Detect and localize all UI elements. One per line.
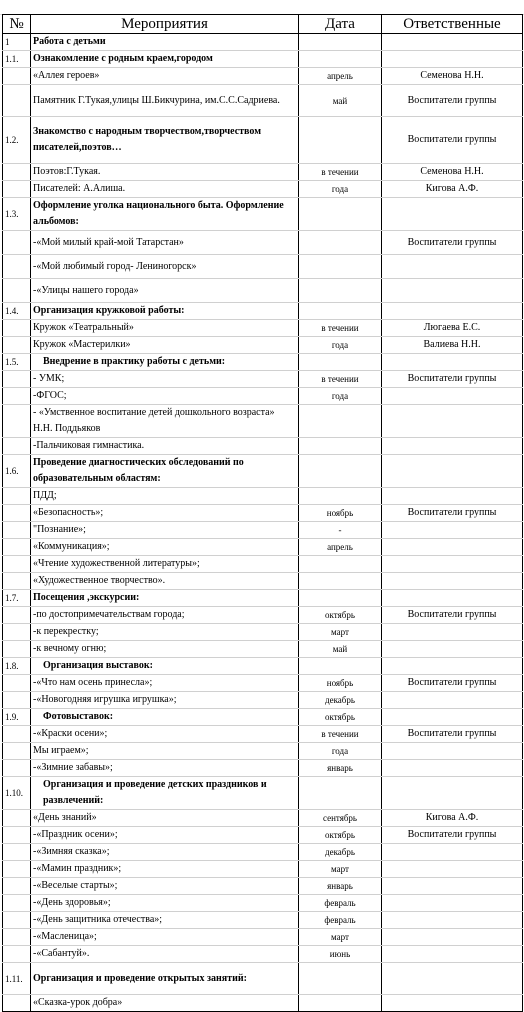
table-row [3, 164, 523, 181]
cell-date[interactable]: октябрь [299, 827, 382, 844]
cell-event[interactable]: -«День здоровья»; [31, 895, 299, 912]
cell-event[interactable]: Организация и проведение детских праздников и развлечений: [31, 777, 299, 810]
table-row [3, 51, 523, 68]
cell-event[interactable]: -«Мой милый край-мой Татарстан» [31, 231, 299, 255]
cell-responsible[interactable] [382, 963, 523, 995]
cell-num[interactable] [3, 320, 31, 337]
cell-num[interactable] [3, 488, 31, 505]
table-row [3, 995, 523, 1012]
table-body [3, 34, 523, 1012]
cell-responsible[interactable] [382, 488, 523, 505]
table-row [3, 438, 523, 455]
cell-date[interactable]: года [299, 181, 382, 198]
cell-responsible[interactable] [382, 539, 523, 556]
table-row [3, 117, 523, 164]
table-row [3, 455, 523, 488]
cell-num[interactable] [3, 675, 31, 692]
header-num: № [3, 15, 31, 34]
cell-date[interactable] [299, 34, 382, 51]
cell-date[interactable]: январь [299, 760, 382, 777]
table-row [3, 777, 523, 810]
cell-date[interactable]: в течении [299, 320, 382, 337]
cell-event[interactable]: Писателей: А.Алиша. [31, 181, 299, 198]
table-header-row [3, 15, 523, 34]
cell-num[interactable] [3, 912, 31, 929]
table-row [3, 505, 523, 522]
cell-event[interactable]: -«Улицы нашего города» [31, 279, 299, 303]
cell-num[interactable]: 1.2. [3, 117, 31, 164]
cell-date[interactable] [299, 405, 382, 438]
table-row [3, 198, 523, 231]
cell-date[interactable] [299, 995, 382, 1012]
table-row [3, 963, 523, 995]
cell-responsible[interactable] [382, 658, 523, 675]
cell-num[interactable] [3, 607, 31, 624]
cell-date[interactable]: февраль [299, 895, 382, 912]
table-row [3, 607, 523, 624]
cell-event[interactable]: -«Краски осени»; [31, 726, 299, 743]
table-row [3, 85, 523, 117]
cell-event[interactable]: Организация и проведение открытых занятий: [31, 963, 299, 995]
cell-responsible[interactable]: Кигова А.Ф. [382, 810, 523, 827]
cell-num[interactable] [3, 337, 31, 354]
cell-num[interactable]: 1.1. [3, 51, 31, 68]
cell-responsible[interactable]: Воспитатели группы [382, 827, 523, 844]
table-row [3, 760, 523, 777]
sheet-top-row [0, 0, 524, 15]
cell-date[interactable] [299, 455, 382, 488]
cell-responsible[interactable]: Воспитатели группы [382, 117, 523, 164]
cell-date[interactable]: март [299, 624, 382, 641]
table-row [3, 181, 523, 198]
cell-responsible[interactable] [382, 777, 523, 810]
cell-event[interactable]: -«Масленица»; [31, 929, 299, 946]
cell-date[interactable]: март [299, 929, 382, 946]
cell-num[interactable]: 1.7. [3, 590, 31, 607]
cell-responsible[interactable] [382, 861, 523, 878]
cell-num[interactable]: 1.11. [3, 963, 31, 995]
cell-date[interactable]: ноябрь [299, 675, 382, 692]
cell-date[interactable]: в течении [299, 371, 382, 388]
cell-num[interactable] [3, 726, 31, 743]
cell-num[interactable] [3, 85, 31, 117]
table-row [3, 556, 523, 573]
cell-responsible[interactable]: Воспитатели группы [382, 85, 523, 117]
cell-event[interactable]: "Познание»; [31, 522, 299, 539]
cell-num[interactable] [3, 995, 31, 1012]
table-row [3, 68, 523, 85]
cell-responsible[interactable] [382, 51, 523, 68]
cell-event[interactable]: Знакомство с народным творчеством,творчеством писателей,поэтов… [31, 117, 299, 164]
cell-event[interactable]: Организация выставок: [31, 658, 299, 675]
cell-event[interactable]: Ознакомление с родным краем,городом [31, 51, 299, 68]
cell-num[interactable] [3, 438, 31, 455]
cell-event[interactable]: -«Зимняя сказка»; [31, 844, 299, 861]
cell-event[interactable]: -по достопримечательствам города; [31, 607, 299, 624]
cell-date[interactable]: в течении [299, 164, 382, 181]
cell-num[interactable] [3, 164, 31, 181]
cell-responsible[interactable] [382, 438, 523, 455]
table-row [3, 488, 523, 505]
table-row [3, 895, 523, 912]
cell-date[interactable] [299, 198, 382, 231]
cell-date[interactable]: октябрь [299, 709, 382, 726]
table-row [3, 675, 523, 692]
cell-num[interactable] [3, 692, 31, 709]
cell-event[interactable]: Организация кружковой работы: [31, 303, 299, 320]
cell-date[interactable]: года [299, 743, 382, 760]
cell-responsible[interactable] [382, 573, 523, 590]
cell-num[interactable]: 1.3. [3, 198, 31, 231]
cell-event[interactable]: «Коммуникация»; [31, 539, 299, 556]
cell-date[interactable] [299, 117, 382, 164]
cell-responsible[interactable] [382, 279, 523, 303]
table-row [3, 34, 523, 51]
cell-date[interactable] [299, 231, 382, 255]
cell-responsible[interactable] [382, 878, 523, 895]
cell-event[interactable]: -«Новогодняя игрушка игрушка»; [31, 692, 299, 709]
cell-date[interactable]: декабрь [299, 844, 382, 861]
cell-num[interactable] [3, 255, 31, 279]
cell-responsible[interactable] [382, 198, 523, 231]
cell-responsible[interactable]: Воспитатели группы [382, 505, 523, 522]
table-row [3, 844, 523, 861]
table-row [3, 929, 523, 946]
cell-event[interactable]: - УМК; [31, 371, 299, 388]
cell-date[interactable]: в течении [299, 726, 382, 743]
cell-responsible[interactable]: Семенова Н.Н. [382, 68, 523, 85]
cell-date[interactable]: ноябрь [299, 505, 382, 522]
table-row [3, 320, 523, 337]
cell-responsible[interactable] [382, 624, 523, 641]
cell-event[interactable]: Кружок «Мастерилки» [31, 337, 299, 354]
table-row [3, 388, 523, 405]
cell-date[interactable]: октябрь [299, 607, 382, 624]
cell-num[interactable] [3, 760, 31, 777]
table-row [3, 878, 523, 895]
cell-date[interactable] [299, 354, 382, 371]
cell-date[interactable]: декабрь [299, 692, 382, 709]
cell-responsible[interactable] [382, 641, 523, 658]
table-row [3, 590, 523, 607]
cell-num[interactable] [3, 624, 31, 641]
cell-num[interactable] [3, 827, 31, 844]
table-row [3, 692, 523, 709]
cell-date[interactable] [299, 556, 382, 573]
cell-date[interactable]: июнь [299, 946, 382, 963]
cell-date[interactable] [299, 777, 382, 810]
cell-event[interactable]: -«Мой любимый город- Лениногорск» [31, 255, 299, 279]
cell-date[interactable] [299, 590, 382, 607]
cell-responsible[interactable] [382, 895, 523, 912]
cell-event[interactable]: -«Веселые старты»; [31, 878, 299, 895]
cell-date[interactable] [299, 488, 382, 505]
cell-responsible[interactable] [382, 522, 523, 539]
cell-event[interactable]: Оформление уголка национального быта. Оформление альбомов: [31, 198, 299, 231]
table-row [3, 573, 523, 590]
cell-num[interactable] [3, 743, 31, 760]
cell-num[interactable] [3, 279, 31, 303]
cell-date[interactable] [299, 51, 382, 68]
cell-responsible[interactable] [382, 255, 523, 279]
cell-event[interactable]: -Пальчиковая гимнастика. [31, 438, 299, 455]
cell-event[interactable]: Проведение диагностических обследований по образовательным областям: [31, 455, 299, 488]
events-table [2, 14, 523, 1012]
cell-date[interactable]: май [299, 641, 382, 658]
cell-num[interactable]: 1.8. [3, 658, 31, 675]
cell-num[interactable]: 1.4. [3, 303, 31, 320]
cell-num[interactable] [3, 539, 31, 556]
table-row [3, 279, 523, 303]
table-row [3, 231, 523, 255]
cell-responsible[interactable]: Воспитатели группы [382, 231, 523, 255]
table-row [3, 810, 523, 827]
cell-responsible[interactable] [382, 929, 523, 946]
cell-date[interactable]: сентябрь [299, 810, 382, 827]
cell-responsible[interactable] [382, 995, 523, 1012]
cell-responsible[interactable]: Кигова А.Ф. [382, 181, 523, 198]
cell-num[interactable] [3, 895, 31, 912]
header-responsible: Ответственные [382, 15, 523, 34]
table-row [3, 624, 523, 641]
cell-num[interactable] [3, 231, 31, 255]
cell-num[interactable] [3, 641, 31, 658]
cell-num[interactable] [3, 181, 31, 198]
cell-date[interactable] [299, 658, 382, 675]
cell-num[interactable] [3, 405, 31, 438]
table-row [3, 726, 523, 743]
cell-event[interactable]: Внедрение в практику работы с детьми: [31, 354, 299, 371]
cell-event[interactable]: Мы играем»; [31, 743, 299, 760]
cell-num[interactable] [3, 68, 31, 85]
cell-event[interactable]: -«Мамин праздник»; [31, 861, 299, 878]
cell-event[interactable]: Кружок «Театральный» [31, 320, 299, 337]
table-row [3, 337, 523, 354]
cell-num[interactable]: 1.5. [3, 354, 31, 371]
cell-responsible[interactable]: Люгаева Е.С. [382, 320, 523, 337]
cell-event[interactable]: Фотовыставок: [31, 709, 299, 726]
cell-responsible[interactable]: Валиева Н.Н. [382, 337, 523, 354]
cell-date[interactable]: март [299, 861, 382, 878]
cell-date[interactable] [299, 963, 382, 995]
cell-num[interactable] [3, 505, 31, 522]
cell-event[interactable]: «Безопасность»; [31, 505, 299, 522]
cell-event[interactable]: Работа с детьми [31, 34, 299, 51]
table-row [3, 522, 523, 539]
cell-num[interactable] [3, 522, 31, 539]
cell-event[interactable]: «Сказка-урок добра» [31, 995, 299, 1012]
table-row [3, 743, 523, 760]
cell-responsible[interactable] [382, 743, 523, 760]
cell-event[interactable]: Памятник Г.Тукая,улицы Ш.Бикчурина, им.С.С.Садриева. [31, 85, 299, 117]
cell-event[interactable]: -«Что нам осень принесла»; [31, 675, 299, 692]
cell-date[interactable] [299, 573, 382, 590]
cell-num[interactable] [3, 878, 31, 895]
cell-event[interactable]: «Аллея героев» [31, 68, 299, 85]
cell-responsible[interactable] [382, 354, 523, 371]
cell-date[interactable]: май [299, 85, 382, 117]
cell-date[interactable] [299, 255, 382, 279]
cell-responsible[interactable] [382, 34, 523, 51]
table-row [3, 946, 523, 963]
cell-responsible[interactable] [382, 388, 523, 405]
cell-responsible[interactable] [382, 946, 523, 963]
table-row [3, 255, 523, 279]
cell-event[interactable]: «Чтение художественной литературы»; [31, 556, 299, 573]
cell-responsible[interactable] [382, 912, 523, 929]
table-row [3, 405, 523, 438]
cell-event[interactable]: -к перекрестку; [31, 624, 299, 641]
cell-num[interactable]: 1.6. [3, 455, 31, 488]
cell-responsible[interactable] [382, 556, 523, 573]
cell-responsible[interactable]: Воспитатели группы [382, 726, 523, 743]
table-row [3, 371, 523, 388]
cell-num[interactable]: 1.9. [3, 709, 31, 726]
cell-num[interactable] [3, 371, 31, 388]
table-row [3, 658, 523, 675]
cell-date[interactable]: февраль [299, 912, 382, 929]
cell-responsible[interactable] [382, 590, 523, 607]
cell-event[interactable]: - «Умственное воспитание детей дошкольного возраста» Н.Н. Поддьяков [31, 405, 299, 438]
cell-responsible[interactable] [382, 303, 523, 320]
cell-date[interactable]: апрель [299, 68, 382, 85]
table-row [3, 861, 523, 878]
cell-responsible[interactable]: Семенова Н.Н. [382, 164, 523, 181]
cell-responsible[interactable] [382, 405, 523, 438]
cell-event[interactable]: -«День защитника отечества»; [31, 912, 299, 929]
cell-event[interactable]: «День знаний» [31, 810, 299, 827]
table-row [3, 354, 523, 371]
cell-responsible[interactable] [382, 455, 523, 488]
cell-date[interactable]: года [299, 337, 382, 354]
table-row [3, 641, 523, 658]
cell-date[interactable]: апрель [299, 539, 382, 556]
cell-num[interactable] [3, 929, 31, 946]
cell-num[interactable] [3, 573, 31, 590]
table-row [3, 912, 523, 929]
cell-num[interactable]: 1.10. [3, 777, 31, 810]
cell-event[interactable]: -«Зимние забавы»; [31, 760, 299, 777]
cell-date[interactable] [299, 279, 382, 303]
cell-num[interactable] [3, 388, 31, 405]
table-row [3, 709, 523, 726]
cell-responsible[interactable] [382, 760, 523, 777]
cell-num[interactable] [3, 946, 31, 963]
cell-num[interactable] [3, 556, 31, 573]
table-row [3, 827, 523, 844]
cell-num[interactable] [3, 844, 31, 861]
cell-event[interactable]: -ФГОС; [31, 388, 299, 405]
header-date: Дата [299, 15, 382, 34]
cell-event[interactable]: «Художественное творчество». [31, 573, 299, 590]
cell-responsible[interactable]: Воспитатели группы [382, 675, 523, 692]
cell-num[interactable]: 1 [3, 34, 31, 51]
cell-event[interactable]: ПДД; [31, 488, 299, 505]
cell-date[interactable]: года [299, 388, 382, 405]
cell-responsible[interactable] [382, 692, 523, 709]
cell-event[interactable]: Поэтов:Г.Тукая. [31, 164, 299, 181]
cell-num[interactable] [3, 810, 31, 827]
cell-event[interactable]: -«Праздник осени»; [31, 827, 299, 844]
cell-date[interactable] [299, 438, 382, 455]
cell-date[interactable] [299, 303, 382, 320]
cell-responsible[interactable]: Воспитатели группы [382, 371, 523, 388]
cell-event[interactable]: -«Сабантуй». [31, 946, 299, 963]
table-row [3, 539, 523, 556]
cell-num[interactable] [3, 861, 31, 878]
cell-responsible[interactable] [382, 844, 523, 861]
cell-responsible[interactable] [382, 709, 523, 726]
cell-date[interactable]: - [299, 522, 382, 539]
table-row [3, 303, 523, 320]
cell-responsible[interactable]: Воспитатели группы [382, 607, 523, 624]
header-event: Мероприятия [31, 15, 299, 34]
cell-date[interactable]: январь [299, 878, 382, 895]
cell-event[interactable]: -к вечному огню; [31, 641, 299, 658]
cell-event[interactable]: Посещения ,экскурсии: [31, 590, 299, 607]
